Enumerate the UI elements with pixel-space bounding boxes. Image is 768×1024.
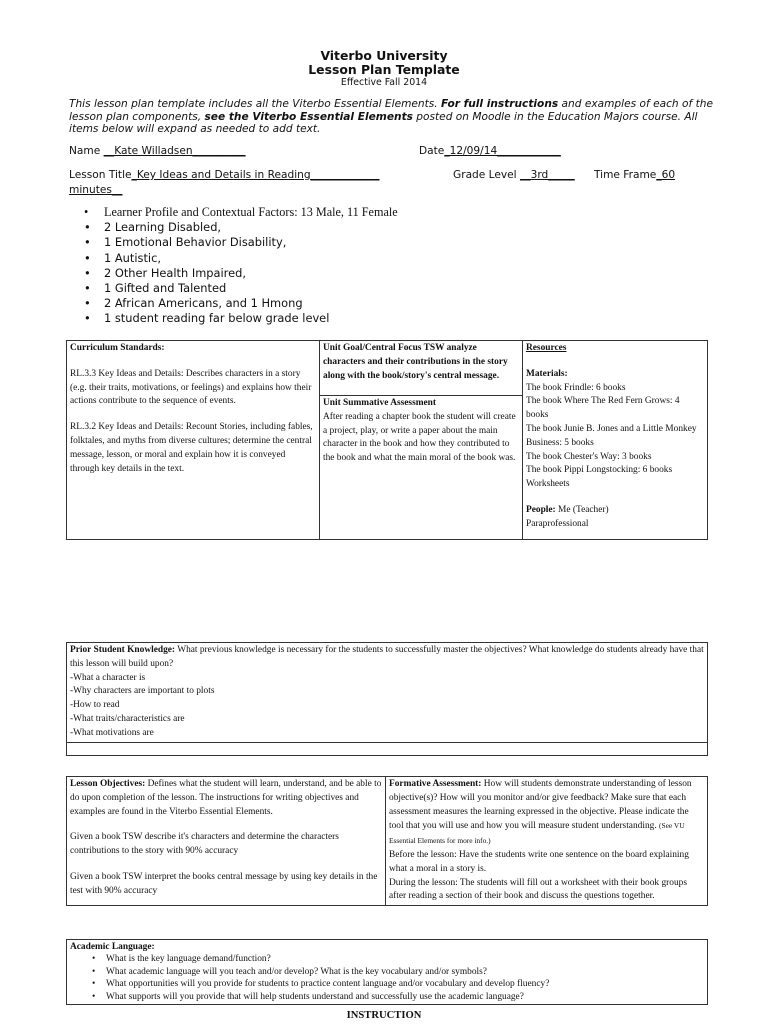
objectives-label: Lesson Objectives: — [70, 779, 146, 789]
time-continued — [69, 184, 122, 196]
resources-cell — [523, 341, 708, 540]
prior-item: -What a character is — [70, 672, 146, 683]
summative-heading: Unit Summative Assessment — [323, 398, 437, 408]
intro-text-3: posted on Moodle in the Education Majors course. All items below will expand as needed to add text. — [69, 110, 698, 136]
learner-factor-item: • 1 Gifted and Talented — [84, 281, 398, 296]
learner-factor-item: • 1 Emotional Behavior Disability, — [84, 235, 398, 250]
standards-heading: Curriculum Standards: — [70, 343, 165, 353]
prior-knowledge-label: Prior Student Knowledge: — [70, 645, 176, 655]
learner-factors-list — [84, 205, 398, 327]
grade-value: __3rd_____ — [520, 169, 575, 181]
objective-item: Given a book TSW interpret the books central message by using key details in the test with 90% accuracy — [70, 871, 378, 896]
formative-label: Formative Assessment: — [389, 779, 482, 789]
academic-language-cell — [67, 940, 708, 1005]
learner-factor-item: • Learner Profile and Contextual Factors: 13 Male, 11 Female — [84, 205, 398, 220]
people-label: People: — [526, 504, 556, 515]
formative-description: How will students demonstrate understanding of lesson objective(s)? How will you monitor and/or give feedback? Make sure that each assessment measures the learning expressed in the objective. Please indicate the tool that you will use and how you will measure student understanding. — [389, 779, 692, 832]
formative-assessment-cell — [386, 777, 708, 906]
standards-rl32: RL.3.2 Key Ideas and Details: Recount Stories, including fables, folktales, and myths from diverse cultures; determine the central message, lesson, or moral and explain how it is conveyed through key details in the text. — [70, 422, 313, 474]
material-item: Worksheets — [526, 479, 570, 490]
university-title: Viterbo University — [320, 48, 448, 63]
instruction-heading: INSTRUCTION — [346, 1010, 422, 1021]
academic-language-heading: Academic Language: — [70, 942, 155, 952]
prior-knowledge-empty-row — [67, 742, 708, 755]
grade-row — [453, 169, 575, 181]
intro-bold-1: For full instructions — [441, 98, 559, 110]
learner-factor-item: • 1 student reading far below grade level — [84, 311, 398, 326]
standards-rl33: RL.3.3 Key Ideas and Details: Describes characters in a story (e.g. their traits, motivations, or feelings) and explains how their actions contribute to the sequence of events. — [70, 368, 312, 407]
resources-heading: Resources — [526, 343, 567, 353]
material-item: The book Where The Red Fern Grows: 4 books — [526, 396, 680, 421]
time-label: Time Frame — [594, 169, 657, 181]
lesson-objectives-cell — [67, 777, 386, 906]
lesson-title-label: Lesson Title — [69, 169, 132, 181]
date-row — [419, 145, 561, 157]
material-item: The book Frindle: 6 books — [526, 382, 626, 393]
intro-bold-2: see the Viterbo Essential Elements — [204, 110, 413, 123]
date-label: Date — [419, 145, 445, 157]
academic-language-list — [70, 953, 704, 1003]
time-cont-value: minutes__ — [69, 184, 123, 196]
objective-item: Given a book TSW describe it's characters and determine the characters contributions to the story with 90% accuracy — [70, 832, 339, 857]
academic-question: • What academic language will you teach and/or develop? What is the key vocabulary and/or symbols? — [70, 966, 704, 978]
academic-question: • What is the key language demand/function? — [70, 953, 704, 965]
date-value: _12/09/14____________ — [444, 145, 561, 157]
prior-knowledge-table — [66, 642, 708, 756]
name-label: Name — [69, 145, 104, 157]
unit-goal-cell — [320, 341, 523, 396]
academic-language-table — [66, 939, 708, 1005]
lesson-title-value: _Key Ideas and Details in Reading_____________ — [131, 169, 380, 181]
name-value: __Kate Willadsen__________ — [103, 145, 246, 157]
formative-intro — [389, 778, 704, 849]
material-item: The book Chester's Way: 3 books — [526, 451, 652, 462]
prior-item: -What traits/characteristics are — [70, 713, 185, 724]
time-row — [594, 169, 675, 181]
time-value: _60 — [656, 169, 676, 181]
effective-date: Effective Fall 2014 — [340, 77, 428, 88]
summative-assessment-cell — [320, 396, 523, 540]
objectives-table — [66, 776, 708, 906]
lesson-title-row — [69, 169, 379, 181]
material-item: The book Pippi Longstocking: 6 books — [526, 465, 673, 476]
learner-factor-item: • 2 Other Health Impaired, — [84, 266, 398, 281]
academic-question: • What opportunities will you provide for students to practice content language and/or vocabulary and develop fluency? — [70, 978, 704, 990]
prior-knowledge-text — [70, 644, 704, 672]
summative-text: After reading a chapter book the student will create a project, play, or write a paper about the main character in the book and how they contributed to the book and what the main moral of the book was. — [323, 411, 516, 464]
learner-factor-item: • 2 African Americans, and 1 Hmong — [84, 296, 398, 311]
prior-knowledge-cell — [67, 643, 708, 743]
objectives-description: Defines what the student will learn, understand, and be able to do upon completion of the lesson. The instructions for writing objectives and examples are found in the Viterbo Essential Elements. — [70, 779, 382, 817]
prior-item: -Why characters are important to plots — [70, 686, 215, 697]
material-item: The book Junie B. Jones and a Little Monkey Business: 5 books — [526, 423, 697, 448]
prior-item: -What motivations are — [70, 727, 154, 738]
name-row — [69, 145, 246, 157]
materials-label: Materials: — [526, 368, 568, 379]
intro-paragraph — [69, 98, 719, 136]
standards-table — [66, 340, 708, 540]
people-extra: Paraprofessional — [526, 518, 589, 529]
prior-item: -How to read — [70, 700, 120, 711]
formative-before: Before the lesson: Have the students write one sentence on the board explaining what a moral in a story is. — [389, 849, 689, 874]
intro-text-1: This lesson plan template includes all the Viterbo Essential Elements. — [69, 98, 442, 110]
learner-factor-item: • 2 Learning Disabled, — [84, 220, 398, 235]
formative-during: During the lesson: The students will fill out a worksheet with their book groups after reading a section of their book and discuss the questions together. — [389, 877, 687, 902]
unit-goal-text: Unit Goal/Central Focus TSW analyze characters and their contributions in the story along with the book/story's central message. — [323, 343, 508, 381]
academic-question: • What supports will you provide that will help students understand and successfully use the academic language? — [70, 991, 704, 1003]
template-title: Lesson Plan Template — [308, 62, 460, 77]
learner-factor-item: • 1 Autistic, — [84, 251, 398, 266]
people-value: Me (Teacher) — [555, 504, 609, 515]
grade-label: Grade Level — [453, 169, 520, 181]
curriculum-standards-cell — [67, 341, 320, 540]
people-row — [526, 504, 704, 518]
intro-text-2: and examples of each of the lesson plan components, — [69, 98, 713, 123]
formative-small-note: (See VU Essential Elements for more info.) — [389, 821, 685, 846]
objectives-intro — [70, 778, 382, 819]
prior-knowledge-question: What previous knowledge is necessary for the students to successfully master the objectives? What knowledge do students already have that this lesson will build upon? — [70, 645, 704, 669]
